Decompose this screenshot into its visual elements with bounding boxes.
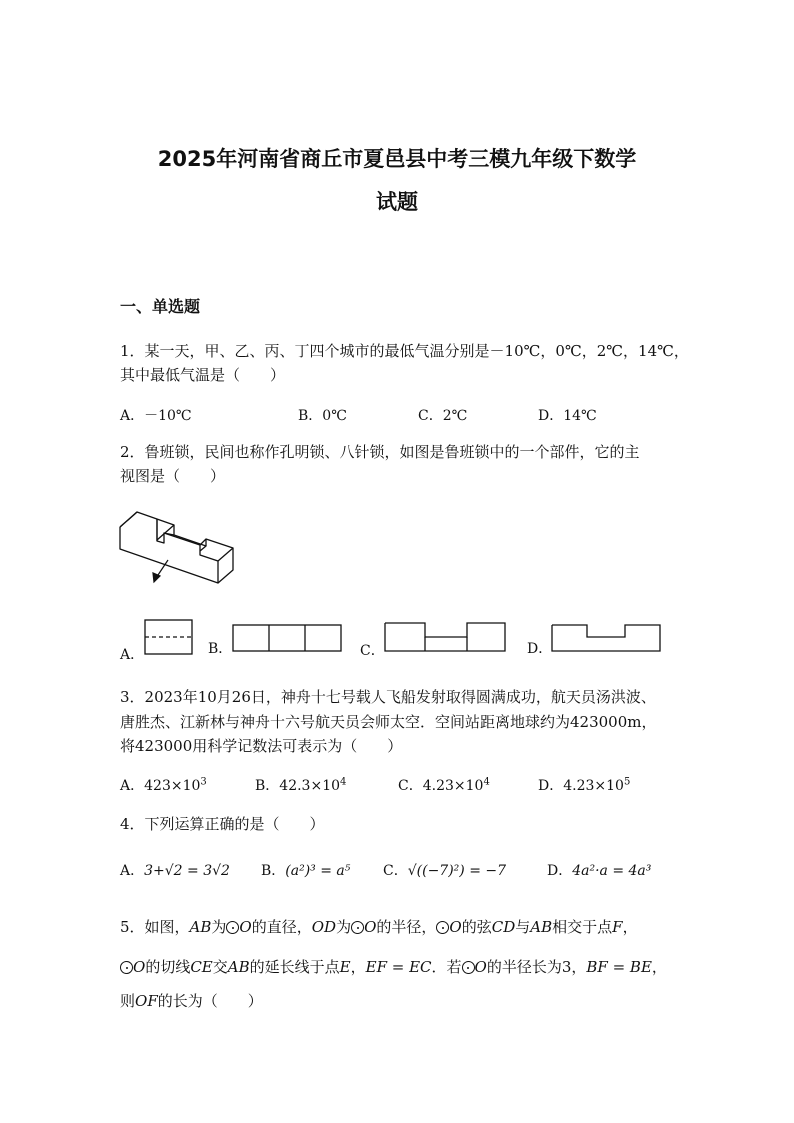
document-title-line1: 2025年河南省商丘市夏邑县中考三模九年级下数学 bbox=[157, 147, 637, 171]
question-3-line3: 将423000用科学记数法可表示为（ ） bbox=[120, 737, 403, 755]
q4-option-b: B．(a²)³ = a⁵ bbox=[261, 863, 351, 879]
q2-option-b-label: B． bbox=[208, 641, 233, 657]
circle-dot-icon bbox=[120, 961, 133, 974]
q1-option-b: B．0℃ bbox=[298, 408, 347, 424]
q4-option-c: C．√((−7)²) = −7 bbox=[383, 863, 507, 879]
question-4-stem: 4．下列运算正确的是（ ） bbox=[120, 815, 325, 833]
q3-option-b: B．$42.3\times 10^4$ bbox=[255, 776, 347, 794]
q3-option-a: A．$423\times 10^3$ bbox=[120, 776, 207, 794]
circle-dot-icon bbox=[351, 921, 364, 934]
q3-option-d: D．$4.23\times 10^5$ bbox=[538, 776, 631, 794]
question-1-line2: 其中最低气温是（ ） bbox=[120, 366, 286, 384]
q4-option-a: A．3+√2 = 3√2 bbox=[120, 863, 230, 879]
question-2-line2: 视图是（ ） bbox=[120, 467, 226, 485]
q4-option-d: D．4a²·a = 4a³ bbox=[547, 863, 652, 879]
q1-option-d: D．14℃ bbox=[538, 408, 597, 424]
section-heading: 一、单选题 bbox=[120, 297, 201, 316]
question-5-line1: 5．如图，AB为 O的直径，OD为 O的半径， O的弦CD与AB相交于点F， bbox=[120, 918, 638, 936]
q1-option-a: A．－10℃ bbox=[120, 408, 192, 424]
circle-dot-icon bbox=[462, 961, 475, 974]
question-5-line3: 则OF的长为（ ） bbox=[120, 992, 263, 1010]
circle-dot-icon bbox=[436, 921, 449, 934]
q1-option-c: C．2℃ bbox=[418, 408, 468, 424]
q2-option-d-label: D． bbox=[527, 641, 553, 657]
question-1-line1: 1．某一天，甲、乙、丙、丁四个城市的最低气温分别是－10℃，0℃，2℃，14℃， bbox=[120, 342, 689, 360]
question-3-line2: 唐胜杰、江新林与神舟十六号航天员会师太空．空间站距离地球约为423000m， bbox=[120, 713, 657, 731]
circle-dot-icon bbox=[226, 921, 239, 934]
question-3-line1: 3．2023年10月26日，神舟十七号载人飞船发射取得圆满成功，航天员汤洪波、 bbox=[120, 688, 656, 706]
q3-option-c: C．$4.23\times 10^4$ bbox=[398, 776, 490, 794]
question-5-line2: O的切线CE交AB的延长线于点E，EF = EC．若 O的半径长为3，BF = BE， bbox=[120, 956, 667, 978]
q2-option-a-label: A． bbox=[120, 647, 145, 663]
document-title-line2: 试题 bbox=[376, 190, 418, 214]
q2-option-c-label: C． bbox=[360, 643, 385, 659]
question-2-line1: 2．鲁班锁，民间也称作孔明锁、八针锁，如图是鲁班锁中的一个部件，它的主 bbox=[120, 443, 640, 461]
